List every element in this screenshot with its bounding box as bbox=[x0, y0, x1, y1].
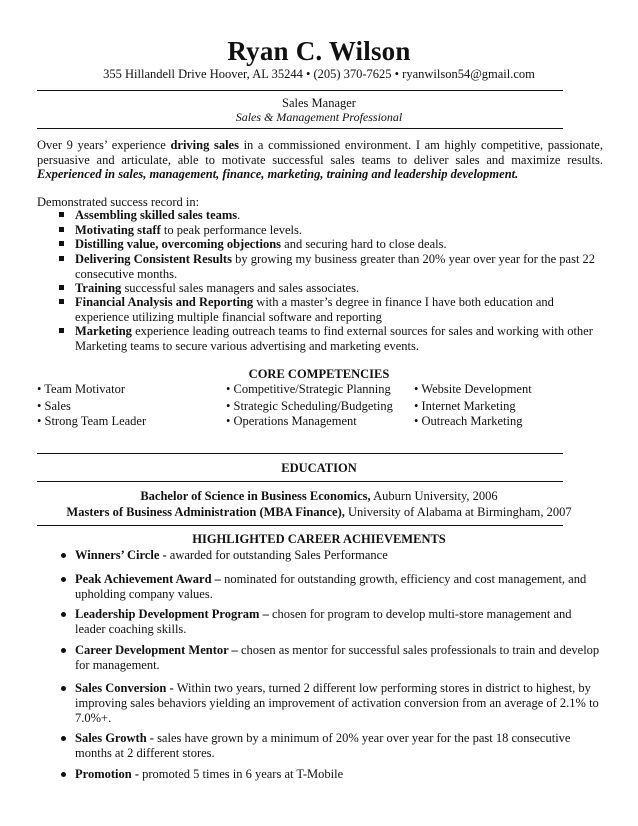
achievement-text: promoted 5 times in 6 years at T-Mobile bbox=[142, 767, 344, 781]
record-item-text: to peak performance levels. bbox=[160, 223, 303, 237]
achievement-item bbox=[75, 681, 603, 726]
competency-item: • Strong Team Leader bbox=[37, 414, 147, 428]
competency-item: • Outreach Marketing bbox=[414, 414, 523, 428]
degree-school: University of Alabama at Birmingham, 2007 bbox=[344, 505, 572, 519]
achievement-title: Career Development Mentor – bbox=[75, 643, 241, 657]
achievement-item bbox=[75, 731, 603, 761]
round-bullet-icon bbox=[61, 577, 66, 582]
record-item-text: and securing hard to close deals. bbox=[281, 237, 447, 251]
record-intro: Demonstrated success record in: bbox=[37, 195, 200, 209]
record-item bbox=[75, 324, 603, 354]
degree-name: Bachelor of Science in Business Economics, bbox=[140, 489, 371, 503]
degree-name: Masters of Business Administration (MBA Finance), bbox=[66, 505, 345, 519]
title-divider bbox=[37, 128, 563, 129]
summary-text: in a commissioned environment. I am highly competitive, passionate, bbox=[238, 138, 603, 152]
achievement-item bbox=[75, 548, 603, 563]
achievement-title: Promotion - bbox=[75, 767, 143, 781]
record-item-bold: Distilling value, overcoming objections bbox=[75, 237, 282, 251]
competency-item: • Website Development bbox=[414, 382, 532, 396]
achievement-title: Leadership Development Program – bbox=[75, 607, 272, 621]
job-title: Sales Manager bbox=[282, 96, 356, 110]
achievement-text: chosen for program to develop multi-store management and leader coaching skills. bbox=[75, 607, 572, 636]
summary-line-1 bbox=[37, 138, 603, 153]
degree-masters bbox=[0, 505, 638, 520]
achievements-heading: HIGHLIGHTED CAREER ACHIEVEMENTS bbox=[192, 532, 446, 546]
record-item-text: by growing my business greater than 20% year over year for the past 22 consecutive months. bbox=[75, 252, 596, 281]
record-item bbox=[75, 208, 603, 223]
square-bullet-icon bbox=[59, 212, 64, 217]
square-bullet-icon bbox=[59, 299, 64, 304]
achievement-item bbox=[75, 607, 603, 637]
competency-item: • Team Motivator bbox=[37, 382, 125, 396]
round-bullet-icon bbox=[61, 686, 66, 691]
record-item-bold: Marketing bbox=[75, 324, 132, 338]
round-bullet-icon bbox=[61, 772, 66, 777]
record-item-text: experience leading outreach teams to find external sources for sales and working with other Marketing teams to secure various advertising and marketing events. bbox=[75, 324, 593, 353]
achievement-title: Winners’ Circle - bbox=[75, 548, 170, 562]
competencies-heading: CORE COMPETENCIES bbox=[248, 367, 390, 381]
round-bullet-icon bbox=[61, 612, 66, 617]
record-item bbox=[75, 281, 603, 296]
achievement-text: Within two years, turned 2 different low performing stores in district to highest, by improving sales behaviors yielding an improvement of activation conversion from an average of 2.1% to 7.0%+. bbox=[75, 681, 599, 725]
competency-item: • Strategic Scheduling/Budgeting bbox=[226, 399, 393, 413]
job-subtitle: Sales & Management Professional bbox=[235, 110, 403, 124]
achievements-divider bbox=[37, 525, 563, 526]
square-bullet-icon bbox=[59, 328, 64, 333]
competency-item: • Internet Marketing bbox=[414, 399, 516, 413]
record-item-bold: Delivering Consistent Results bbox=[75, 252, 232, 266]
record-item-text: successful sales managers and sales associates. bbox=[121, 281, 360, 295]
competency-item: • Competitive/Strategic Planning bbox=[226, 382, 391, 396]
achievement-item bbox=[75, 767, 603, 782]
summary-line-2: persuasive and articulate, able to motivate successful sales teams to deliver sales and maximize results. bbox=[37, 153, 603, 167]
header-divider bbox=[37, 90, 563, 91]
achievement-text: awarded for outstanding Sales Performance bbox=[169, 548, 388, 562]
record-item-bold: Motivating staff bbox=[75, 223, 161, 237]
record-item bbox=[75, 237, 603, 252]
record-item-text: with a master’s degree in finance I have both education and experience utilizing multiple financial software and reporting bbox=[75, 295, 554, 324]
square-bullet-icon bbox=[59, 241, 64, 246]
achievement-title: Sales Conversion - bbox=[75, 681, 177, 695]
achievement-title: Peak Achievement Award – bbox=[75, 572, 225, 586]
record-item-bold: Financial Analysis and Reporting bbox=[75, 295, 254, 309]
candidate-name: Ryan C. Wilson bbox=[227, 36, 411, 66]
round-bullet-icon bbox=[61, 553, 66, 558]
achievement-item bbox=[75, 643, 603, 673]
contact-line: 355 Hillandell Drive Hoover, AL 35244 • (205) 370-7625 • ryanwilson54@gmail.com bbox=[103, 67, 535, 81]
achievement-title: Sales Growth - bbox=[75, 731, 158, 745]
square-bullet-icon bbox=[59, 285, 64, 290]
achievement-text: chosen as mentor for successful sales professionals to train and develop for management. bbox=[75, 643, 600, 672]
education-divider-top bbox=[37, 453, 563, 454]
square-bullet-icon bbox=[59, 256, 64, 261]
education-divider-bottom bbox=[37, 481, 563, 482]
achievement-text: nominated for outstanding growth, efficiency and cost management, and upholding company values. bbox=[75, 572, 587, 601]
achievement-item bbox=[75, 572, 603, 602]
record-item bbox=[75, 252, 603, 282]
degree-school: Auburn University, 2006 bbox=[370, 489, 498, 503]
round-bullet-icon bbox=[61, 736, 66, 741]
competency-item: • Operations Management bbox=[226, 414, 357, 428]
record-item-text: . bbox=[237, 208, 241, 222]
competency-item: • Sales bbox=[37, 399, 71, 413]
record-item bbox=[75, 223, 603, 238]
record-item-bold: Assembling skilled sales teams bbox=[75, 208, 238, 222]
summary-bold: driving sales bbox=[170, 138, 239, 152]
record-item-bold: Training bbox=[75, 281, 122, 295]
education-heading: EDUCATION bbox=[281, 461, 357, 475]
record-item bbox=[75, 295, 603, 325]
round-bullet-icon bbox=[61, 648, 66, 653]
degree-bachelor bbox=[0, 489, 638, 504]
summary-line-3: Experienced in sales, management, finance, marketing, training and leadership development. bbox=[37, 167, 519, 181]
achievement-text: sales have grown by a minimum of 20% year over year for the past 18 consecutive months at 2 different stores. bbox=[75, 731, 571, 760]
square-bullet-icon bbox=[59, 227, 64, 232]
summary-text: Over 9 years’ experience bbox=[37, 138, 171, 152]
